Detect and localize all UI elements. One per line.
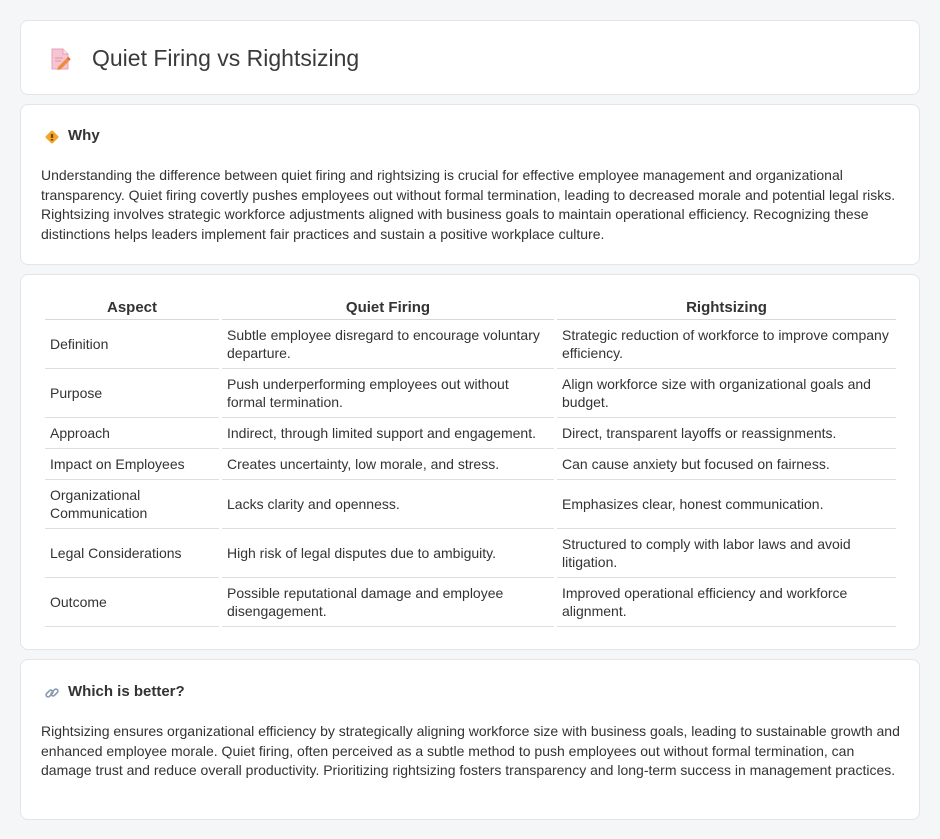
header-rightsizing: Rightsizing — [557, 295, 896, 320]
row-aspect: Definition — [45, 320, 219, 369]
row-aspect: Purpose — [45, 369, 219, 418]
row-aspect: Outcome — [45, 578, 219, 627]
header-aspect: Aspect — [45, 295, 219, 320]
row-rightsizing: Structured to comply with labor laws and avoid litigation. — [557, 529, 896, 578]
link-icon — [44, 685, 60, 701]
row-aspect: Legal Considerations — [45, 529, 219, 578]
row-quiet-firing: Push underperforming employees out without formal termination. — [222, 369, 554, 418]
row-quiet-firing: Subtle employee disregard to encourage voluntary departure. — [222, 320, 554, 369]
diamond-sign-icon — [44, 129, 60, 145]
table-row — [45, 578, 896, 627]
row-rightsizing: Align workforce size with organizational goals and budget. — [557, 369, 896, 418]
page-title: Quiet Firing vs Rightsizing — [92, 45, 360, 71]
comparison-table — [42, 295, 899, 627]
why-title: Why — [68, 127, 100, 144]
row-quiet-firing: Indirect, through limited support and engagement. — [222, 418, 554, 449]
why-body: Understanding the difference between quiet firing and rightsizing is crucial for effective employee management and organizational transparency. Quiet firing covertly pushes employees out without formal termination, leading to decreased morale and potential legal risks. Rightsizing involves strategic workforce adjustments aligned with business goals to maintain operational efficiency. Recognizing these distinctions helps leaders implement fair practices and sustain a positive workplace culture. — [41, 167, 896, 242]
row-aspect: Approach — [45, 418, 219, 449]
row-rightsizing: Improved operational efficiency and workforce alignment. — [557, 578, 896, 627]
row-rightsizing: Direct, transparent layoffs or reassignments. — [557, 418, 896, 449]
row-aspect: Organizational Communication — [45, 480, 219, 529]
better-body: Rightsizing ensures organizational efficiency by strategically aligning workforce size with business goals, leading to sustainable growth and enhanced employee morale. Quiet firing, often perceived as a subtle method to push employees out without formal termination, can damage trust and reduce overall productivity. Prioritizing rightsizing fosters transparency and long-term success in management practices. — [41, 723, 900, 778]
header-quiet-firing: Quiet Firing — [222, 295, 554, 320]
why-section — [20, 104, 920, 265]
document-pencil-icon — [49, 47, 71, 71]
table-header-row — [45, 295, 896, 320]
row-rightsizing: Strategic reduction of workforce to improve company efficiency. — [557, 320, 896, 369]
better-title: Which is better? — [68, 683, 185, 700]
table-row — [45, 418, 896, 449]
row-quiet-firing: Possible reputational damage and employee disengagement. — [222, 578, 554, 627]
row-rightsizing: Can cause anxiety but focused on fairness. — [557, 449, 896, 480]
comparison-section — [20, 274, 920, 650]
table-row — [45, 449, 896, 480]
row-aspect: Impact on Employees — [45, 449, 219, 480]
row-quiet-firing: Lacks clarity and openness. — [222, 480, 554, 529]
row-rightsizing: Emphasizes clear, honest communication. — [557, 480, 896, 529]
table-row — [45, 480, 896, 529]
header-card — [20, 20, 920, 95]
table-row — [45, 369, 896, 418]
which-is-better-section — [20, 659, 920, 820]
table-row — [45, 320, 896, 369]
table-row — [45, 529, 896, 578]
row-quiet-firing: High risk of legal disputes due to ambiguity. — [222, 529, 554, 578]
row-quiet-firing: Creates uncertainty, low morale, and stress. — [222, 449, 554, 480]
